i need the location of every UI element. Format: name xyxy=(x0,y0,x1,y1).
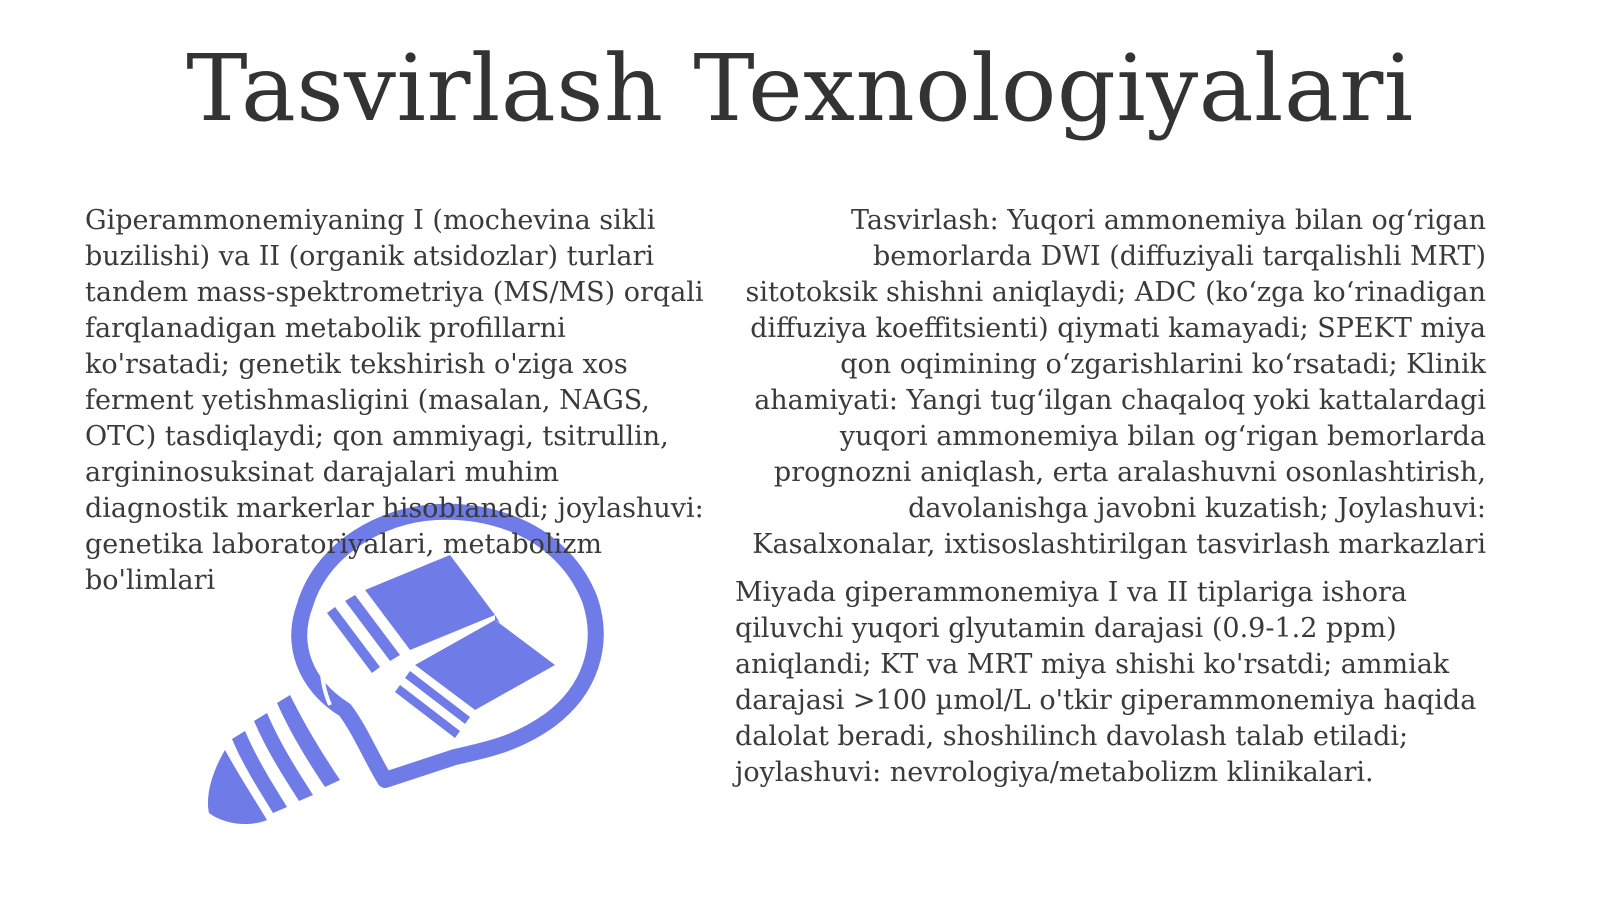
right-text-block: Tasvirlash: Yuqori ammonemiya bilan og‘rigan bemorlarda DWI (diffuziyali tarqalishli MRT) sitotoksik shishni aniqlaydi; ADC (ko‘zga ko‘rinadigan diffuziya koeffitsienti) qiymati kamayadi; SPEKT miya qon oqimining o‘zgarishlarini ko‘rsatadi; Klinik ahamiyati: Yangi tug‘ilgan chaqaloq yoki kattalardagi yuqori ammonemiya bilan og‘rigan bemorlarda prognozni aniqlash, erta aralashuvni osonlashtirish, davolanishga javobni kuzatish; Joylashuvi: Kasalxonalar, ixtisoslashtirilgan tasvirlash markazlari xyxy=(745,205,1486,560)
left-text-block: Giperammonemiyaning I (mochevina sikli buzilishi) va II (organik atsidozlar) turlari tandem mass-spektrometriya (MS/MS) orqali farqlanadigan metabolik profillarni ko'rsatadi; genetik tekshirish o'ziga xos ferment yetishmasligini (masalan, NAGS, OTC) tasdiqlaydi; qon ammiyagi, tsitrullin, argininosuksinat darajalari muhim diagnostik markerlar hisoblanadi; joylashuvi: genetika laboratoriyalari, metabolizm bo'limlari xyxy=(85,205,704,596)
bottom-text-block: Miyada giperammonemiya I va II tiplariga ishora qiluvchi yuqori glyutamin darajasi (0.9-1.2 ppm) aniqlandi; KT va MRT miya shishi ko'rsatdi; ammiak darajasi >100 µmol/L o'tkir giperammonemiya haqida dalolat beradi, shoshilinch davolash talab etiladi; joylashuvi: nevrologiya/metabolizm klinikalari. xyxy=(735,577,1477,788)
slide-title: Tasvirlash Texnologiyalari xyxy=(186,35,1414,142)
